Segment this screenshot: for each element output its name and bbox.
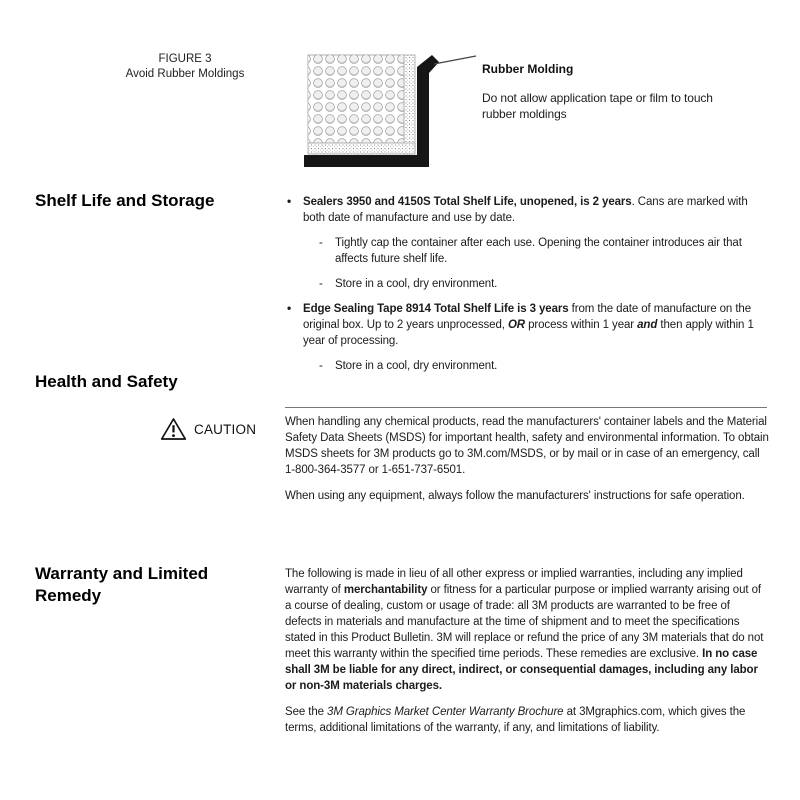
list-item-text: process within 1 year [525, 319, 638, 331]
sub-list-item-text: Store in a cool, dry environment. [335, 278, 498, 290]
list-item-text-bold: Edge Sealing Tape 8914 Total Shelf Life is 3 years [303, 303, 569, 315]
section-heading-health-safety: Health and Safety [35, 372, 178, 391]
figure-illustration [300, 53, 478, 171]
list-item-text: from the date of manufacture on the original box. Up to 2 years unprocessed, [303, 303, 752, 331]
figure-title: Avoid Rubber Moldings [125, 68, 245, 80]
figure-label: FIGURE 3 [158, 53, 212, 65]
warranty-text-bold: In no case shall 3M be liable for any direct, indirect, or consequential damages, including any labor or non-3M materials charges. [285, 648, 758, 692]
callout-leader-line [434, 56, 476, 64]
warranty-text-segment: at 3Mgraphics.com, which gives the terms, additional limitations of the warranty, if any, and limitations of liability. [285, 706, 746, 734]
list-item-text: . Cans are marked with both date of manufacture and use by date. [303, 196, 748, 224]
caution-block [160, 417, 256, 441]
list-item-text-bold: Sealers 3950 and 4150S Total Shelf Life, unopened, is 2 years [303, 196, 632, 208]
edge-tape-bottom-texture [308, 143, 415, 154]
bubble-texture [308, 55, 404, 143]
caution-paragraph-2: When using any equipment, always follow the manufacturers' instructions for safe operation. [285, 490, 745, 502]
warranty-brochure-title: 3M Graphics Market Center Warranty Brochure [327, 706, 564, 718]
warranty-text-segment: The following is made in lieu of all other express or implied warranties, including any implied warranty of [285, 568, 743, 596]
warranty-paragraph-2 [285, 704, 769, 736]
rubber-molding-callout-title: Rubber Molding [482, 62, 574, 76]
shelf-life-list [285, 194, 769, 383]
sub-list-item [285, 235, 769, 267]
divider-line [285, 407, 767, 408]
health-safety-text [285, 414, 769, 514]
caution-paragraph-1: When handling any chemical products, read the manufacturers' container labels and the Material Safety Data Sheets (MSDS) for important health, safety and environmental information. To obtain MSDS sheets for 3M products go to 3M.com/MSDS, or by mail or in case of an emergency, call 1-800-364-3577 or 1-651-737-6501. [285, 416, 769, 476]
caution-label: CAUTION [194, 421, 257, 437]
sub-list-item [285, 358, 769, 374]
warranty-text-segment: See the [285, 706, 328, 718]
sub-list-item [285, 276, 769, 292]
list-item [285, 194, 769, 226]
warranty-text-segment: or fitness for a particular purpose or implied warranty arising out of a course of dealing, custom or usage of trade: all 3M products are warranted to be free of defects in materials and manufacture at the time of shipment and to meet the specifications stated in this Product Bulletin. 3M will replace or refund the price of any 3M materials that do not meet this warranty within the specified time periods. These remedies are exclusive. [285, 584, 764, 660]
figure-caption-block [100, 52, 270, 82]
edge-tape-right-texture [404, 55, 415, 154]
warning-triangle-icon [160, 417, 187, 441]
sub-list-item-text: Tightly cap the container after each use. Opening the container introduces air that affects future shelf life. [335, 237, 742, 265]
section-heading-shelf-life: Shelf Life and Storage [35, 191, 215, 210]
list-item-text-emphasis: and [637, 319, 658, 331]
list-item-text: then apply within 1 year of processing. [303, 319, 754, 347]
rubber-molding-vertical [417, 55, 439, 167]
warranty-paragraph-1 [285, 566, 769, 694]
rubber-molding-callout-text: Do not allow application tape or film to touch rubber moldings [482, 91, 713, 121]
list-item-text-emphasis: OR [507, 319, 525, 331]
warranty-text-bold: merchantability [343, 584, 428, 596]
list-item [285, 301, 769, 349]
section-heading-warranty: Warranty and Limited Remedy [35, 564, 209, 605]
rubber-molding-horizontal [304, 155, 429, 167]
warranty-text [285, 566, 769, 746]
sub-list-item-text: Store in a cool, dry environment. [335, 360, 498, 372]
